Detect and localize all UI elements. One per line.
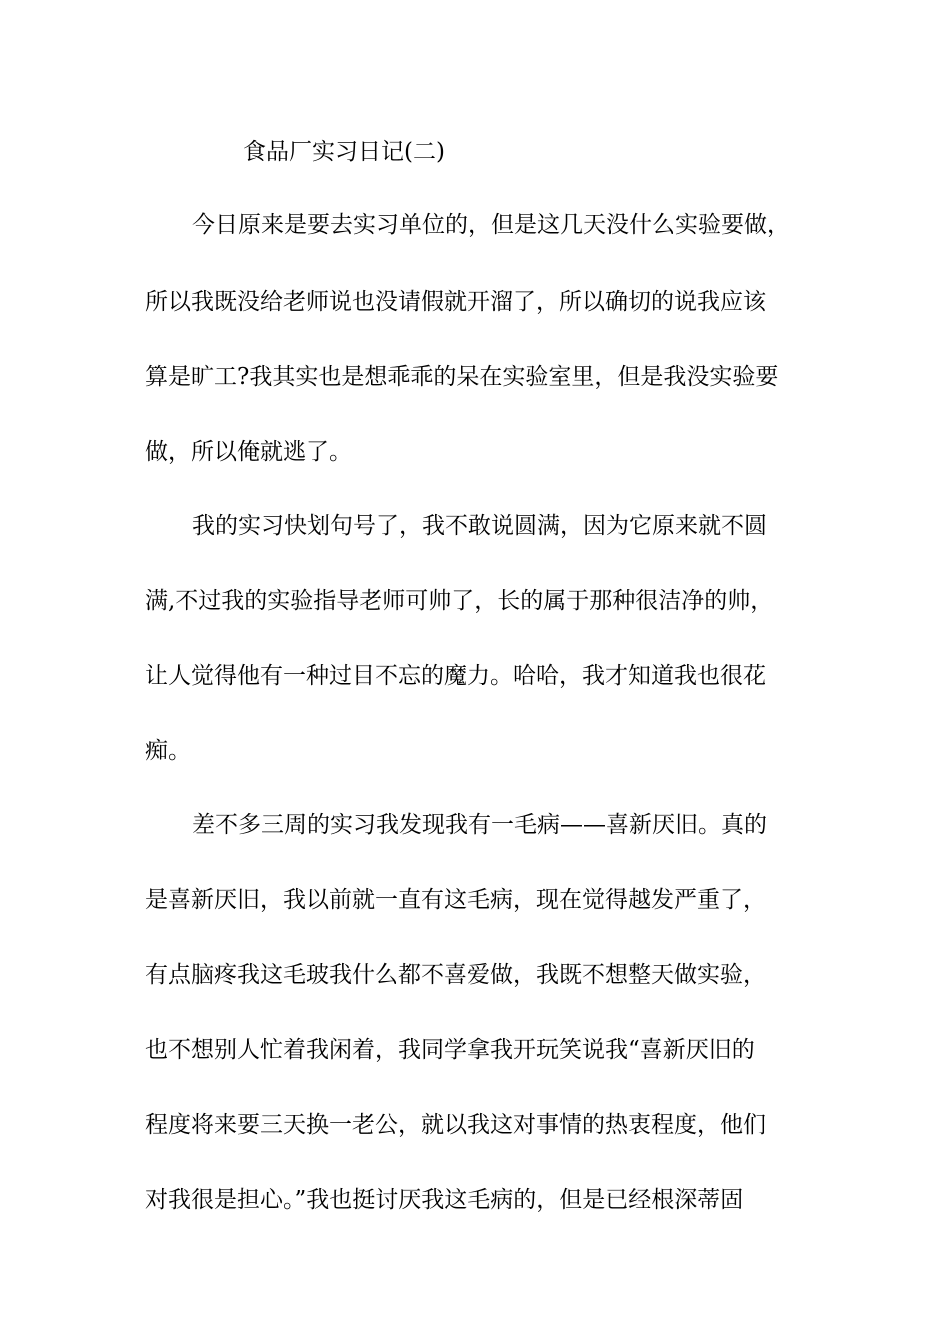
paragraph-2-line-3: 让人觉得他有一种过目不忘的魔力。哈哈，我才知道我也很花: [145, 663, 766, 689]
paragraph-2-line-2: 满,不过我的实验指导老师可帅了，长的属于那种很洁净的帅，: [145, 588, 774, 614]
paragraph-1-line-3: 算是旷工?我其实也是想乖乖的呆在实验室里，但是我没实验要: [145, 364, 779, 390]
paragraph-3-line-2: 是喜新厌旧，我以前就一直有这毛病，现在觉得越发严重了，: [145, 887, 766, 913]
paragraph-1-line-2: 所以我既没给老师说也没请假就开溜了，所以确切的说我应该: [145, 289, 766, 315]
paragraph-3-line-3: 有点脑疼我这毛玻我什么都不喜爱做，我既不想整天做实验，: [145, 962, 766, 988]
paragraph-1-line-4: 做，所以俺就逃了。: [145, 439, 352, 465]
paragraph-3-line-4: 也不想别人忙着我闲着，我同学拿我开玩笑说我“喜新厌旧的: [145, 1037, 755, 1063]
document-title: 食品厂实习日记(二): [243, 139, 445, 165]
paragraph-3-line-1: 差不多三周的实习我发现我有一毛病——喜新厌旧。真的: [192, 812, 767, 838]
paragraph-3-line-5: 程度将来要三天换一老公，就以我这对事情的热衷程度，他们: [145, 1112, 766, 1138]
paragraph-2-line-4: 痴。: [145, 738, 191, 764]
paragraph-1-line-1: 今日原来是要去实习单位的，但是这几天没什么实验要做，: [192, 212, 790, 238]
paragraph-2-line-1: 我的实习快划句号了，我不敢说圆满，因为它原来就不圆: [192, 513, 767, 539]
paragraph-3-line-6: 对我很是担心。”我也挺讨厌我这毛病的，但是已经根深蒂固: [145, 1187, 744, 1213]
